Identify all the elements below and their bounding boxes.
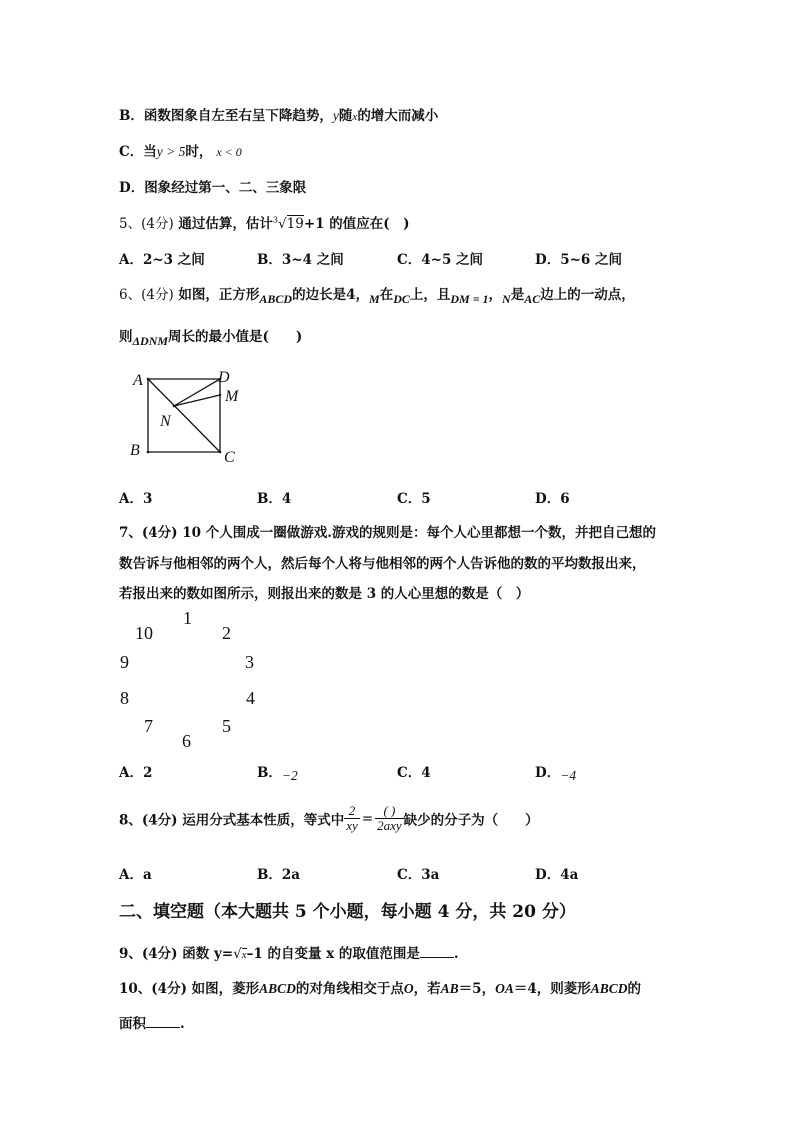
q10-abcd: ABCD (259, 981, 296, 996)
q6-number: 6、(4分) (119, 287, 174, 303)
point-n (173, 405, 176, 408)
question-7-line-2: 数告诉与他相邻的两个人，然后每个人将与他相邻的两个人告诉他的数的平均数报出来， (119, 556, 646, 572)
q7-option-d-label: D． (535, 765, 561, 781)
q10-text-4: ＝5， (458, 981, 496, 997)
q10-o: O (403, 981, 414, 996)
question-8 (119, 804, 539, 833)
q6-n: N (502, 292, 511, 306)
q5-text-2: +1 的值应在( ) (303, 216, 410, 232)
q4-option-c (119, 140, 242, 160)
q8-f2-denominator: 2axy (377, 818, 402, 833)
label-a: A (133, 372, 143, 389)
q10-text: 10、(4分) 如图，菱形 (119, 981, 260, 997)
q4c-text-2: 时， (185, 144, 213, 160)
circle-number-9: 9 (120, 652, 129, 672)
q6-text-7: 边上的一动点， (540, 287, 635, 303)
q6-text-9: 周长的最小值是( ) (168, 329, 303, 345)
q4c-res: x < 0 (216, 145, 242, 159)
section-2-heading: 二、填空题（本大题共 5 个小题，每小题 4 分，共 20 分） (119, 902, 576, 922)
q6-abcd: ABCD (259, 292, 293, 306)
q4b-text-2: 随 (338, 108, 353, 124)
q6-text-1: 如图，正方形 (178, 287, 260, 303)
q6-m: M (369, 292, 380, 306)
q9-text: 9、(4分) 函数 y= (119, 946, 234, 962)
q4b-var-x: x (352, 111, 358, 123)
question-10-line-1 (119, 977, 641, 997)
question-6-line-2 (119, 325, 303, 348)
q6-text-4: 上，且 (409, 287, 451, 303)
diagonal-ac (148, 379, 220, 452)
q4b-text-3: 的增大而减小 (357, 108, 439, 124)
question-7-line-1: 7、(4分) 10 个人围成一圈做游戏.游戏的规则是：每个人心里都想一个数，并把自己想的 (119, 525, 656, 541)
q10-period: . (180, 1016, 185, 1032)
q6-option-c: C．5 (397, 491, 431, 507)
circle-number-6: 6 (182, 731, 191, 751)
q10-ab: AB (440, 981, 459, 996)
point-c (219, 451, 222, 454)
q7-option-b-label: B． (257, 765, 282, 781)
q5-number: 5、(4分) (119, 216, 174, 232)
circle-number-2: 2 (222, 623, 231, 643)
q8-fraction-2 (375, 804, 404, 833)
q10-text-3: ，若 (413, 981, 441, 997)
q7-option-d-value: −4 (560, 768, 577, 783)
q8-option-d: D．4a (535, 867, 579, 883)
question-10-line-2 (119, 1012, 185, 1032)
q5-option-a: A．2~3 之间 (119, 252, 205, 268)
q8-equals: = (361, 810, 374, 827)
q4c-text: C．当 (119, 144, 157, 160)
label-d: D (218, 369, 230, 386)
point-m (219, 394, 222, 397)
point-a (147, 378, 150, 381)
q8-text: 8、(4分) 运用分式基本性质，等式中 (119, 812, 345, 829)
q4c-cond: y > 5 (156, 144, 186, 159)
q8-option-c: C．3a (397, 867, 440, 883)
question-6-line-1 (119, 283, 635, 306)
q4-option-d: D．图象经过第一、二、三象限 (119, 180, 307, 196)
q6-text-8: 则 (119, 329, 133, 345)
circle-number-8: 8 (120, 688, 129, 708)
q8-f1-denominator: xy (346, 818, 358, 833)
q9-radicand: x (241, 949, 247, 961)
q10-abcd-2: ABCD (590, 981, 628, 996)
q6-dm: DM = 1 (450, 292, 489, 306)
segment-nm (174, 395, 220, 406)
q7-option-d (535, 761, 576, 781)
circle-number-10: 10 (135, 623, 153, 643)
circle-number-5: 5 (222, 716, 231, 736)
radical-sign-icon: √ (278, 216, 287, 232)
question-7-line-3: 若报出来的数如图所示，则报出来的数是 3 的人心里想的数是（ ） (119, 586, 530, 602)
q5-option-d: D．5~6 之间 (535, 252, 623, 268)
q9-answer-blank[interactable] (420, 956, 454, 958)
q4-option-b (119, 104, 438, 124)
q8-f2-numerator: ( ) (375, 804, 404, 819)
segment-nd (174, 379, 220, 406)
q6-text-2: 的边长是4， (292, 287, 370, 303)
radical-sign-icon: √ (233, 946, 242, 962)
q10-text-7: 面积 (119, 1016, 146, 1032)
q10-answer-blank[interactable] (146, 1026, 180, 1028)
q4b-var-y: y (332, 108, 339, 123)
q9-text-2: –1 的自变量 x 的取值范围是 (246, 946, 420, 962)
q5-option-b: B．3~4 之间 (257, 252, 344, 268)
circle-number-3: 3 (245, 652, 254, 672)
q6-option-b: B．4 (257, 491, 292, 507)
question-5 (119, 212, 410, 232)
q10-text-2: 的对角线相交于点 (295, 981, 404, 997)
q9-period: . (453, 946, 459, 962)
label-c: C (224, 449, 235, 466)
q10-text-6: 的 (627, 981, 642, 997)
q8-text-2: 缺少的分子为（ ） (403, 812, 539, 829)
label-n: N (160, 413, 171, 430)
q6-triangle: ΔDNM (132, 334, 169, 348)
circle-number-1: 1 (183, 608, 192, 628)
circle-number-4: 4 (246, 688, 255, 708)
q6-ac: AC (524, 292, 541, 306)
point-b (147, 451, 150, 454)
q8-fraction-1 (344, 804, 360, 833)
q6-text-6: 是 (510, 287, 525, 303)
q4b-text: B．函数图象自左至右呈下降趋势， (119, 108, 333, 124)
q8-f1-numerator: 2 (344, 804, 360, 819)
q8-option-a: A．a (119, 867, 152, 883)
q7-option-c: C．4 (397, 765, 431, 781)
q10-text-5: ＝4，则菱形 (513, 981, 591, 997)
question-9 (119, 942, 459, 962)
q10-oa: OA (495, 981, 514, 996)
q5-option-c: C．4~5 之间 (397, 252, 484, 268)
q6-option-a: A．3 (119, 491, 153, 507)
circle-number-7: 7 (144, 716, 153, 736)
q5-text: 通过估算，估计 (178, 216, 273, 232)
q7-option-a: A．2 (119, 765, 153, 781)
q8-option-b: B．2a (257, 867, 301, 883)
label-m: M (225, 388, 239, 405)
label-b: B (130, 442, 140, 459)
q6-option-d: D．6 (535, 491, 570, 507)
q5-radicand: 19 (286, 216, 304, 232)
q6-dc: DC (393, 292, 410, 306)
q7-option-b (257, 761, 298, 781)
q7-option-b-value: −2 (281, 768, 298, 783)
q6-text-5: ， (488, 287, 503, 303)
q6-text-3: 在 (379, 287, 394, 303)
q5-root-index: 3 (272, 215, 279, 225)
